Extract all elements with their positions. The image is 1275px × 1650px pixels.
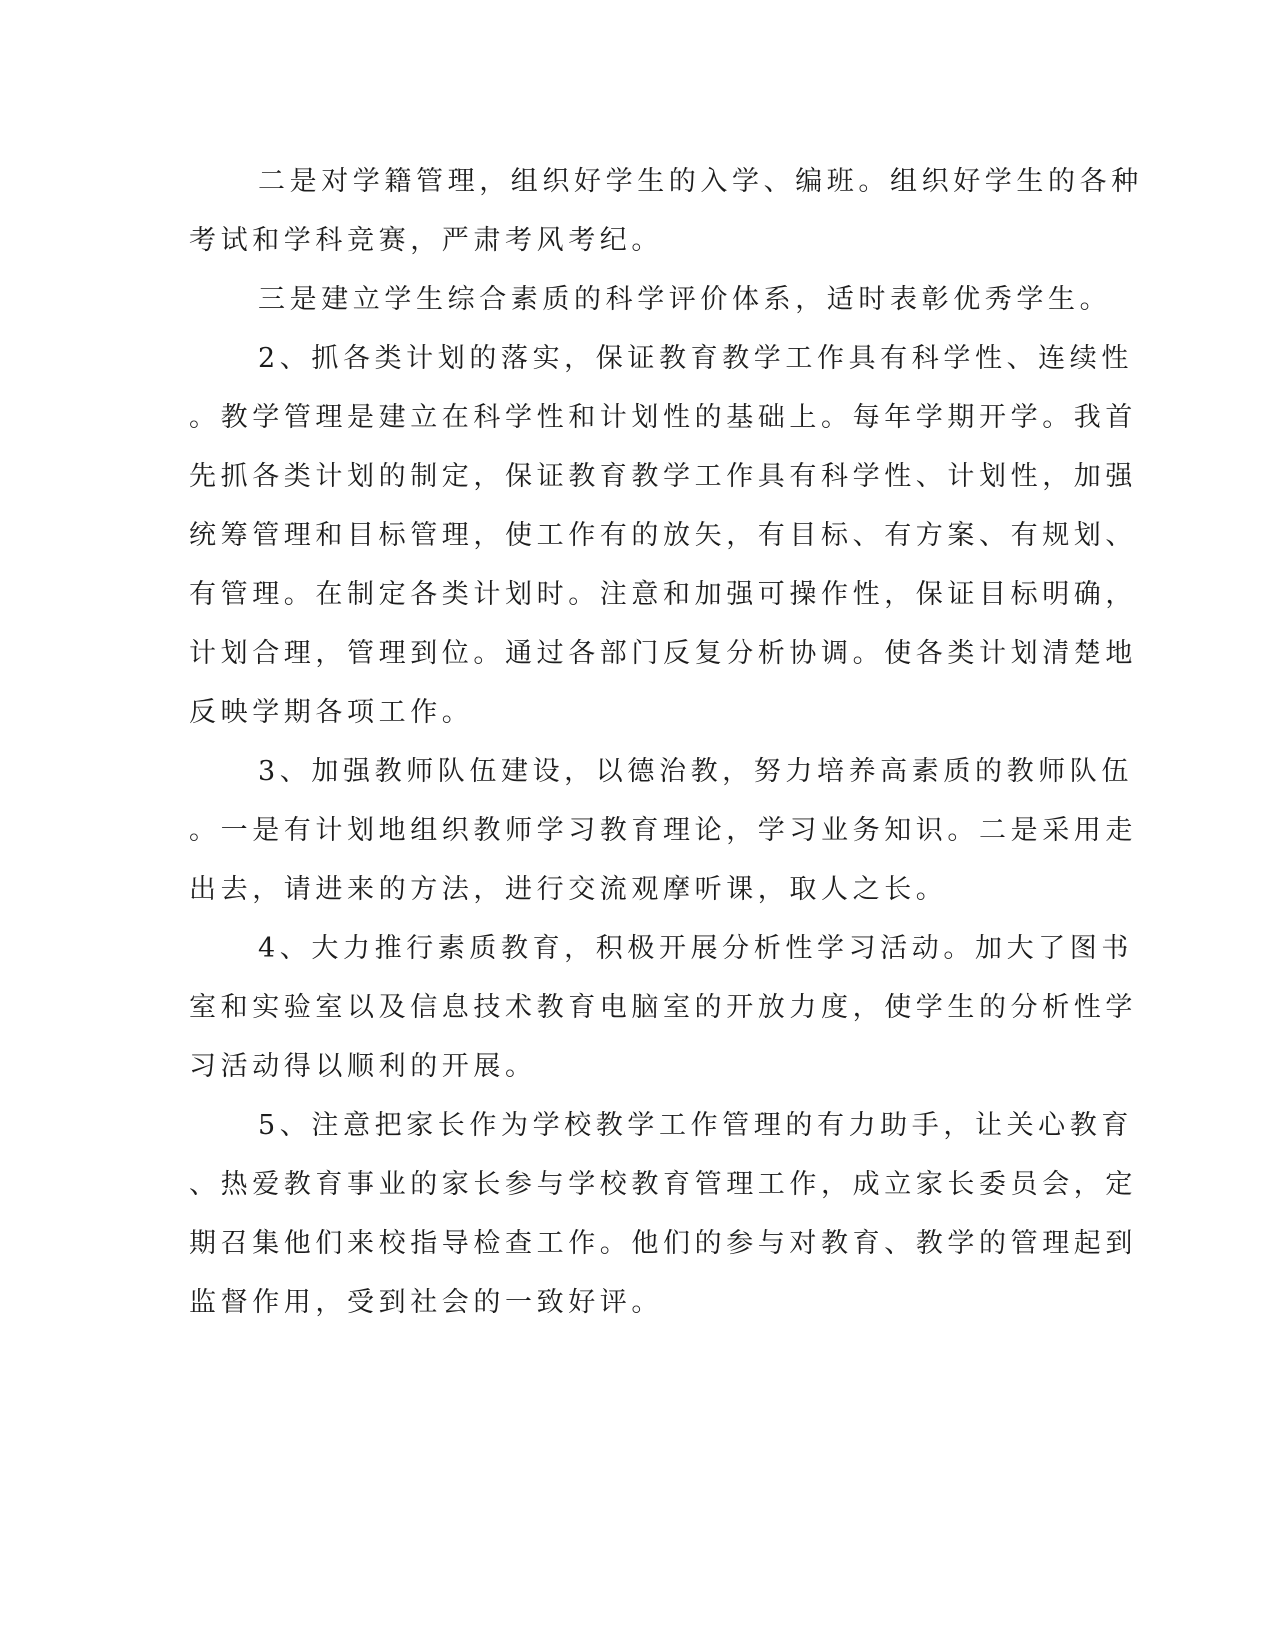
paragraph-line: 计划合理，管理到位。通过各部门反复分析协调。使各类计划清楚地 — [189, 638, 1137, 669]
paragraph-line: 统筹管理和目标管理，使工作有的放矢，有目标、有方案、有规划、 — [189, 520, 1137, 551]
paragraph-line: 二是对学籍管理，组织好学生的入学、编班。组织好学生的各种 — [258, 166, 1143, 197]
paragraph-line: 室和实验室以及信息技术教育电脑室的开放力度，使学生的分析性学 — [189, 992, 1137, 1023]
paragraph-line: 监督作用，受到社会的一致好评。 — [189, 1287, 663, 1318]
paragraph-line: 考试和学科竞赛，严肃考风考纪。 — [189, 225, 663, 256]
paragraph-line: 三是建立学生综合素质的科学评价体系，适时表彰优秀学生。 — [258, 284, 1112, 315]
paragraph-line: 4、大力推行素质教育，积极开展分析性学习活动。加大了图书 — [258, 933, 1133, 964]
paragraph-line: 。一是有计划地组织教师学习教育理论，学习业务知识。二是采用走 — [189, 815, 1137, 846]
paragraph-line: 5、注意把家长作为学校教学工作管理的有力助手，让关心教育 — [258, 1110, 1133, 1141]
paragraph-line: 3、加强教师队伍建设，以德治教，努力培养高素质的教师队伍 — [258, 756, 1133, 787]
paragraph-line: 习活动得以顺利的开展。 — [189, 1051, 537, 1082]
paragraph-line: 先抓各类计划的制定，保证教育教学工作具有科学性、计划性，加强 — [189, 461, 1137, 492]
paragraph-line: 反映学期各项工作。 — [189, 697, 474, 728]
paragraph-line: 2、抓各类计划的落实，保证教育教学工作具有科学性、连续性 — [258, 343, 1133, 374]
paragraph-line: 、热爱教育事业的家长参与学校教育管理工作，成立家长委员会，定 — [189, 1169, 1137, 1200]
paragraph-line: 有管理。在制定各类计划时。注意和加强可操作性，保证目标明确， — [189, 579, 1137, 610]
paragraph-line: 期召集他们来校指导检查工作。他们的参与对教育、教学的管理起到 — [189, 1228, 1137, 1259]
paragraph-line: 出去，请进来的方法，进行交流观摩听课，取人之长。 — [189, 874, 948, 905]
paragraph-line: 。教学管理是建立在科学性和计划性的基础上。每年学期开学。我首 — [189, 402, 1137, 433]
